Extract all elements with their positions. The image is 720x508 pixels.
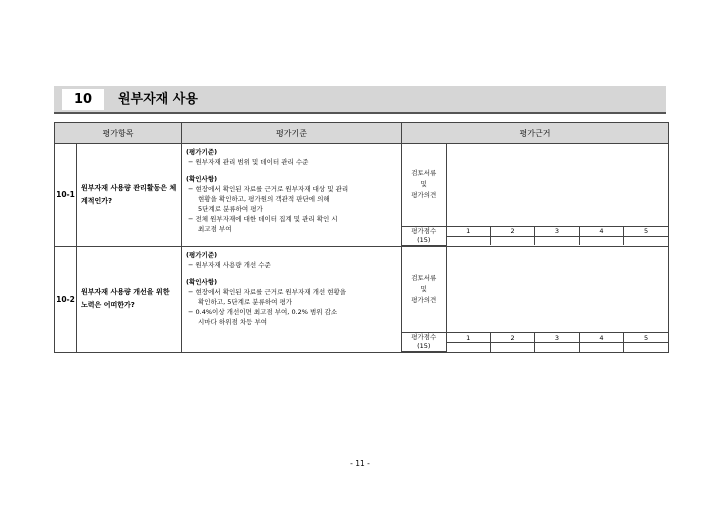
score-checkbox[interactable] [490, 343, 534, 352]
score-option: 4 [579, 226, 623, 236]
score-checkbox[interactable] [579, 343, 623, 352]
score-option: 1 [446, 333, 490, 343]
score-option: 3 [535, 333, 579, 343]
header-basis: 평가근거 [402, 123, 669, 144]
section-title-bar [54, 86, 666, 114]
doc-review-label: 검토서류 및 평가의견 [402, 247, 446, 333]
score-checkbox[interactable] [535, 343, 579, 352]
doc-review-area [446, 247, 668, 333]
header-criteria: 평가기준 [182, 123, 402, 144]
score-option: 3 [535, 226, 579, 236]
score-option: 2 [490, 333, 534, 343]
criteria-heading: (평가기준) [186, 250, 218, 259]
score-label: 평가점수 (15) [402, 333, 446, 352]
check-continuation: 최고점 부여 [198, 225, 232, 233]
check-heading: (확인사항) [186, 175, 218, 183]
check-bullet: − 현장에서 확인된 자료를 근거로 원부자재 대상 및 관리 [188, 185, 349, 193]
check-continuation: 현황을 확인하고, 평가원의 객관적 판단에 의해 [198, 195, 330, 203]
criteria-line: − 원부자재 관리 범위 및 데이터 관리 수준 [188, 158, 309, 166]
table-row [55, 246, 669, 353]
row-criteria [182, 246, 402, 353]
basis-grid [402, 144, 668, 246]
row-id: 10-1 [55, 144, 77, 247]
check-heading: (확인사항) [186, 277, 218, 286]
score-checkbox[interactable] [535, 236, 579, 245]
score-checkbox[interactable] [624, 236, 668, 245]
row-criteria [182, 144, 402, 247]
section-title: 원부자재 사용 [118, 92, 198, 107]
score-checkbox[interactable] [446, 236, 490, 245]
score-option: 1 [446, 226, 490, 236]
evaluation-table [54, 122, 669, 353]
table-row [55, 144, 669, 247]
score-option: 4 [579, 333, 623, 343]
doc-review-label: 검토서류 및 평가의견 [402, 144, 446, 226]
doc-review-area [446, 144, 668, 226]
header-item: 평가항목 [55, 123, 182, 144]
check-continuation: 시마다 하위점 차등 부여 [198, 317, 268, 326]
score-checkbox[interactable] [579, 236, 623, 245]
score-checkbox[interactable] [490, 236, 534, 245]
score-option: 5 [624, 226, 668, 236]
check-bullet: − 0.4%이상 개선이면 최고점 부여, 0.2% 범위 감소 [188, 307, 338, 316]
score-checkbox[interactable] [446, 343, 490, 352]
row-basis [402, 246, 669, 353]
row-id: 10-2 [55, 246, 77, 353]
row-item: 원부자재 사용량 개선을 위한 노력은 어떠한가? [77, 246, 182, 353]
check-continuation: 확인하고, 5단계로 분류하여 평가 [198, 297, 293, 306]
row-basis [402, 144, 669, 247]
score-option: 5 [624, 333, 668, 343]
score-label: 평가점수 (15) [402, 226, 446, 245]
score-option: 2 [490, 226, 534, 236]
check-continuation: 5단계로 분류하여 평가 [198, 205, 263, 213]
score-checkbox[interactable] [624, 343, 668, 352]
row-item: 원부자재 사용량 관리활동은 체계적인가? [77, 144, 182, 247]
criteria-line: − 원부자재 사용량 개선 수준 [188, 260, 271, 269]
check-bullet: − 현장에서 확인된 자료를 근거로 원부자재 개선 현황을 [188, 287, 347, 296]
header-row [55, 123, 669, 144]
check-bullet: − 전체 원부자재에 대한 데이터 집계 및 관리 확인 시 [188, 215, 338, 223]
basis-grid [402, 247, 668, 353]
section-number: 10 [62, 89, 104, 110]
criteria-heading: (평가기준) [186, 148, 218, 156]
page-number: - 11 - [350, 459, 370, 468]
